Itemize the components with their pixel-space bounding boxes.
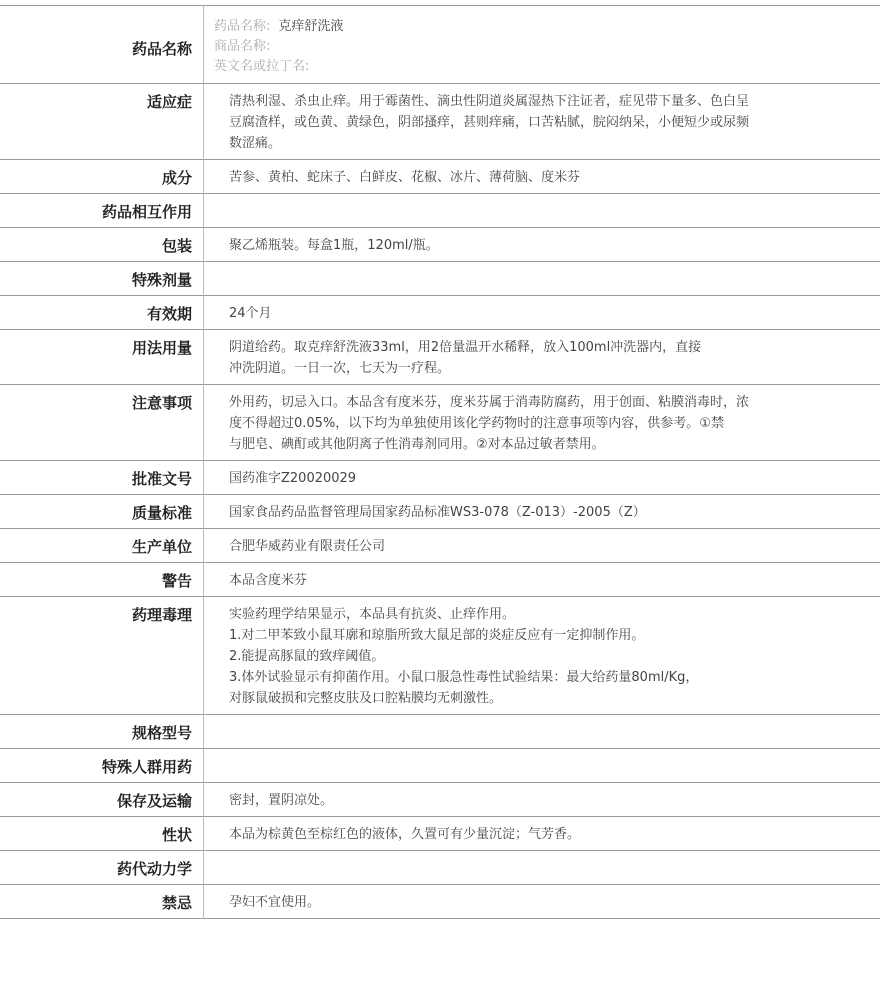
- row-value: [204, 749, 880, 783]
- row-value-line: 国家食品药品监督管理局国家药品标准WS3-078（Z-013）-2005（Z）: [229, 505, 646, 520]
- spec-row: [0, 461, 880, 495]
- drug-spec-table: [0, 5, 880, 919]
- row-value-line: 与肥皂、碘酊或其他阴离子性消毒剂同用。②对本品过敏者禁用。: [229, 437, 605, 452]
- row-value: [204, 84, 880, 160]
- row-label: 成分: [0, 160, 204, 194]
- trade-name-label: 商品名称:: [214, 39, 271, 54]
- row-value: [204, 783, 880, 817]
- row-value-line: 本品含度米芬: [229, 573, 308, 588]
- row-label: 批准文号: [0, 461, 204, 495]
- spec-row: [0, 885, 880, 919]
- row-label-drug-name: 药品名称: [0, 6, 204, 84]
- spec-row: [0, 385, 880, 461]
- spec-row: [0, 597, 880, 715]
- row-value-line: 密封，置阴凉处。: [229, 793, 334, 808]
- row-value-line: 数涩痛。: [229, 136, 282, 151]
- row-value-line: 豆腐渣样，或色黄、黄绿色，阴部搔痒，甚则痒痛，口苦粘腻，脘闷纳呆，小便短少或尿频: [229, 115, 750, 130]
- drug-name-cell: [204, 6, 880, 84]
- row-label: 包装: [0, 228, 204, 262]
- row-label: 药代动力学: [0, 851, 204, 885]
- row-value: [204, 385, 880, 461]
- row-value-line: 1.对二甲苯致小鼠耳廓和琼脂所致大鼠足部的炎症反应有一定抑制作用。: [229, 628, 645, 643]
- row-value-line: 外用药，切忌入口。本品含有度米芬，度米芬属于消毒防腐药，用于创面、粘膜消毒时，浓: [229, 395, 750, 410]
- row-drug-name: [0, 6, 880, 84]
- row-value: [204, 817, 880, 851]
- row-value-line: 3.体外试验显示有抑菌作用。小鼠口服急性毒性试验结果：最大给药量80ml/Kg，: [229, 670, 699, 685]
- row-value: [204, 194, 880, 228]
- row-value: [204, 597, 880, 715]
- spec-row: [0, 851, 880, 885]
- english-name-line: [214, 57, 870, 77]
- row-value-line: 24个月: [229, 306, 272, 321]
- row-value-line: 清热利湿、杀虫止痒。用于霉菌性、滴虫性阴道炎属湿热下注证者，症见带下量多、色白呈: [229, 94, 750, 109]
- english-name-label: 英文名或拉丁名:: [214, 59, 310, 74]
- row-value-line: 苦参、黄柏、蛇床子、白鲜皮、花椒、冰片、薄荷脑、度米芬: [229, 170, 581, 185]
- generic-name-line: [214, 17, 870, 37]
- row-label: 有效期: [0, 296, 204, 330]
- row-label: 质量标准: [0, 495, 204, 529]
- spec-row: [0, 296, 880, 330]
- spec-row: [0, 783, 880, 817]
- row-label: 药理毒理: [0, 597, 204, 715]
- generic-name-label: 药品名称:: [214, 19, 271, 34]
- row-value-line: 合肥华威药业有限责任公司: [229, 539, 386, 554]
- row-value-line: 阴道给药。取克痒舒洗液33ml，用2倍量温开水稀释，放入100ml冲洗器内，直接: [229, 340, 702, 355]
- row-label: 特殊人群用药: [0, 749, 204, 783]
- row-value-line: 本品为棕黄色至棕红色的液体，久置可有少量沉淀；气芳香。: [229, 827, 581, 842]
- trade-name-line: [214, 37, 870, 57]
- row-value: [204, 851, 880, 885]
- row-label: 生产单位: [0, 529, 204, 563]
- spec-row: [0, 817, 880, 851]
- row-value: [204, 262, 880, 296]
- row-value-line: 2.能提高豚鼠的致痒阈值。: [229, 649, 385, 664]
- row-value: [204, 495, 880, 529]
- spec-row: [0, 262, 880, 296]
- row-label: 适应症: [0, 84, 204, 160]
- row-label: 保存及运输: [0, 783, 204, 817]
- row-value: [204, 296, 880, 330]
- spec-row: [0, 330, 880, 385]
- row-value: [204, 885, 880, 919]
- row-label: 警告: [0, 563, 204, 597]
- row-label: 特殊剂量: [0, 262, 204, 296]
- spec-row: [0, 715, 880, 749]
- spec-row: [0, 228, 880, 262]
- row-value-line: 国药准字Z20020029: [229, 471, 357, 486]
- row-value: [204, 715, 880, 749]
- spec-row: [0, 194, 880, 228]
- row-value: [204, 529, 880, 563]
- spec-row: [0, 160, 880, 194]
- row-label: 性状: [0, 817, 204, 851]
- row-label: 药品相互作用: [0, 194, 204, 228]
- spec-row: [0, 495, 880, 529]
- row-value-line: 对豚鼠破损和完整皮肤及口腔粘膜均无刺激性。: [229, 691, 503, 706]
- spec-row: [0, 749, 880, 783]
- spec-row: [0, 84, 880, 160]
- generic-name-value: 克痒舒洗液: [278, 19, 344, 34]
- row-value-line: 冲洗阴道。一日一次，七天为一疗程。: [229, 361, 451, 376]
- drug-spec-body: [0, 6, 880, 919]
- spec-row: [0, 563, 880, 597]
- row-label: 禁忌: [0, 885, 204, 919]
- row-label: 规格型号: [0, 715, 204, 749]
- row-label: 用法用量: [0, 330, 204, 385]
- row-label: 注意事项: [0, 385, 204, 461]
- row-value-line: 聚乙烯瓶装。每盒1瓶，120ml/瓶。: [229, 238, 439, 253]
- row-value: [204, 563, 880, 597]
- row-value-line: 实验药理学结果显示，本品具有抗炎、止痒作用。: [229, 607, 516, 622]
- row-value: [204, 228, 880, 262]
- row-value: [204, 461, 880, 495]
- row-value-line: 孕妇不宜使用。: [229, 895, 321, 910]
- row-value-line: 度不得超过0.05%，以下均为单独使用该化学药物时的注意事项等内容，供参考。①禁: [229, 416, 724, 431]
- spec-row: [0, 529, 880, 563]
- row-value: [204, 330, 880, 385]
- row-value: [204, 160, 880, 194]
